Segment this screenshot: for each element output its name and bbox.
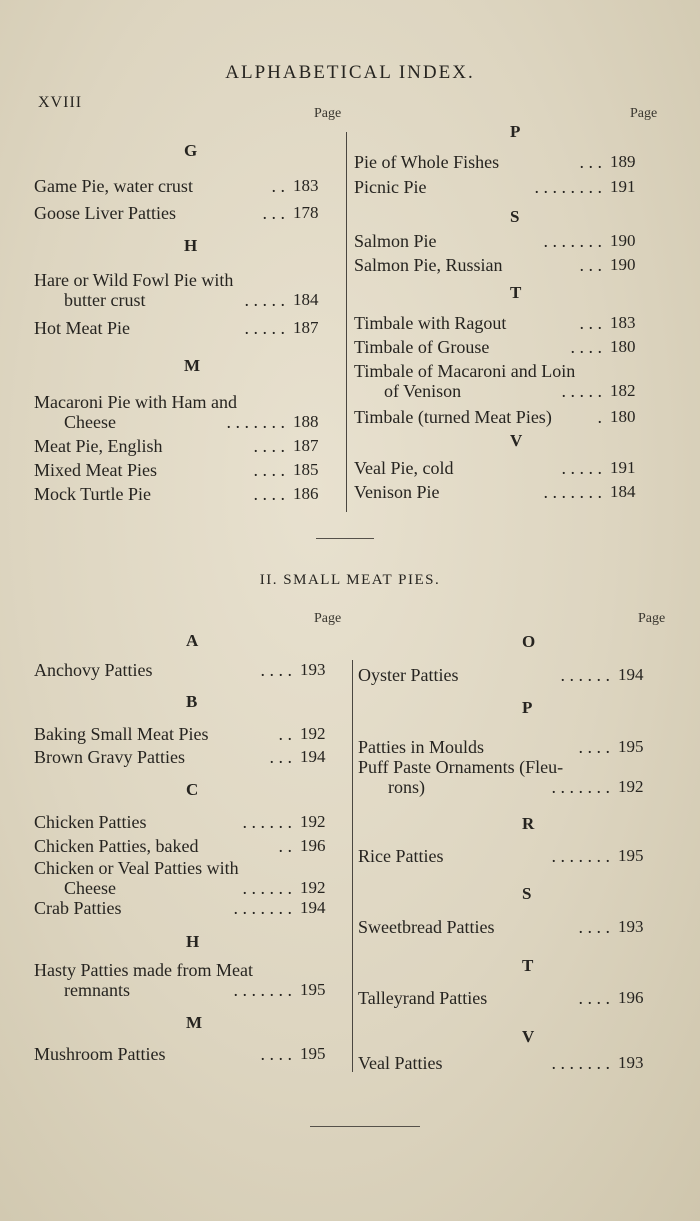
index-page-number: 195 (618, 846, 644, 865)
dot-leader: . . . . (570, 337, 602, 357)
index-entry-text: Timbale of Macaroni and Loin (354, 361, 576, 381)
dot-leader: . . . . . . . (551, 777, 610, 797)
index-entry-text: Veal Pie, cold (354, 458, 454, 478)
index-page-number: 187 (293, 436, 319, 455)
index-entry-text: Pie of Whole Fishes (354, 152, 500, 172)
index-entry-text: Chicken or Veal Patties with (34, 858, 239, 878)
dot-leader: . . . . . . . (551, 1053, 610, 1073)
dot-leader: . . . . . . . (233, 898, 292, 918)
index-entry-text: Brown Gravy Patties (34, 747, 185, 767)
index-entry-text: Chicken Patties, baked (34, 836, 199, 856)
index-entry-continuation: Cheese (64, 412, 116, 432)
dot-leader: . . . . (253, 436, 285, 456)
dot-leader: . . . . . (561, 458, 602, 478)
index-entry-text: Hot Meat Pie (34, 318, 130, 338)
index-letter-heading: V (522, 1027, 535, 1046)
index-page-number: 183 (293, 176, 319, 195)
index-entry-text: Talleyrand Patties (358, 988, 488, 1008)
index-page-number: 191 (610, 177, 636, 196)
index-page-number: 194 (300, 898, 326, 917)
index-entry-text: Timbale with Ragout (354, 313, 507, 333)
index-page-number: 184 (610, 482, 636, 501)
dot-leader: . . . . . (244, 318, 285, 338)
dot-leader: . . (271, 176, 285, 196)
index-page-number: 182 (610, 381, 636, 400)
index-page-number: 183 (610, 313, 636, 332)
index-letter-heading: C (186, 780, 199, 799)
index-entry-text: Sweetbread Patties (358, 917, 495, 937)
dot-leader: . . . . . . (560, 665, 610, 685)
index-letter-heading: P (522, 698, 533, 717)
index-page-number: 185 (293, 460, 319, 479)
dot-leader: . . . . (253, 460, 285, 480)
dot-leader: . . . . . . . (233, 980, 292, 1000)
column-divider (346, 132, 347, 512)
page-column-header-right-2: Page (638, 611, 666, 626)
index-entry-text: Mushroom Patties (34, 1044, 166, 1064)
index-entry-text: Salmon Pie, Russian (354, 255, 503, 275)
index-entry-text: Baking Small Meat Pies (34, 724, 209, 744)
index-page-number: 178 (293, 203, 319, 222)
index-page-number: 194 (300, 747, 326, 766)
index-page-number: 187 (293, 318, 319, 337)
dot-leader: . . . . (260, 1044, 292, 1064)
dot-leader: . . . (579, 152, 602, 172)
index-entry-text: Anchovy Patties (34, 660, 153, 680)
index-page-number: 189 (610, 152, 636, 171)
index-entry-text: Patties in Moulds (358, 737, 485, 757)
index-page-number: 191 (610, 458, 636, 477)
dot-leader: . . . . . . . (543, 231, 602, 251)
index-page-number: 195 (300, 1044, 326, 1063)
dot-leader: . . . . (578, 917, 610, 937)
index-entry-text: Mixed Meat Pies (34, 460, 157, 480)
dot-leader: . . . (579, 313, 602, 333)
page-column-header-right: Page (630, 106, 658, 121)
index-letter-heading: B (186, 692, 198, 711)
index-entry-text: Game Pie, water crust (34, 176, 193, 196)
index-entry-text: Oyster Patties (358, 665, 459, 685)
index-letter-heading: M (186, 1013, 203, 1032)
index-page-number: 195 (618, 737, 644, 756)
dot-leader: . (597, 407, 602, 427)
index-page-number: 193 (618, 917, 644, 936)
index-entry-text: Veal Patties (358, 1053, 443, 1073)
index-entry-text: Hare or Wild Fowl Pie with (34, 270, 234, 290)
dot-leader: . . . . . . (242, 812, 292, 832)
dot-leader: . . . (262, 203, 285, 223)
index-page-number: 193 (300, 660, 326, 679)
index-page-number: 192 (300, 724, 326, 743)
index-entry-text: Chicken Patties (34, 812, 147, 832)
index-letter-heading: R (522, 814, 535, 833)
index-entry-continuation: butter crust (64, 290, 146, 310)
index-letter-heading: P (510, 122, 521, 141)
index-page-number: 190 (610, 231, 636, 250)
section-rule (316, 538, 374, 539)
index-entry-text: Hasty Patties made from Meat (34, 960, 253, 980)
index-page-number: 184 (293, 290, 319, 309)
index-entry-text: Salmon Pie (354, 231, 437, 251)
index-page-number: 192 (300, 878, 326, 897)
dot-leader: . . . . (260, 660, 292, 680)
index-entry-text: Puff Paste Ornaments (Fleu- (358, 757, 564, 777)
index-page-number: 180 (610, 407, 636, 426)
index-page-number: 192 (618, 777, 644, 796)
index-entry-continuation: Cheese (64, 878, 116, 898)
index-entry-continuation: remnants (64, 980, 130, 1000)
index-page-number: 180 (610, 337, 636, 356)
index-entry-text: Goose Liver Patties (34, 203, 176, 223)
index-entry-text: Meat Pie, English (34, 436, 163, 456)
running-title: ALPHABETICAL INDEX. (225, 62, 475, 83)
index-entry-text: Timbale (turned Meat Pies) (354, 407, 552, 427)
index-letter-heading: G (184, 141, 198, 160)
index-letter-heading: O (522, 632, 536, 651)
page-number: XVIII (38, 94, 83, 111)
index-page-number: 195 (300, 980, 326, 999)
dot-leader: . . . (579, 255, 602, 275)
index-page-number: 196 (618, 988, 644, 1007)
index-page-number: 194 (618, 665, 644, 684)
index-entry-text: Rice Patties (358, 846, 444, 866)
dot-leader: . . (278, 836, 292, 856)
dot-leader: . . . . . (561, 381, 602, 401)
closing-rule (310, 1126, 420, 1127)
index-page-number: 188 (293, 412, 319, 431)
index-letter-heading: T (510, 283, 522, 302)
index-entry-text: Mock Turtle Pie (34, 484, 152, 504)
page-column-header-left-2: Page (314, 611, 342, 626)
index-page-number: 190 (610, 255, 636, 274)
index-letter-heading: T (522, 956, 534, 975)
dot-leader: . . . . . . . . (534, 177, 602, 197)
dot-leader: . . . . . . . (226, 412, 285, 432)
dot-leader: . . . . . . (242, 878, 292, 898)
dot-leader: . . . (269, 747, 292, 767)
index-letter-heading: S (522, 884, 532, 903)
dot-leader: . . (278, 724, 292, 744)
dot-leader: . . . . . (244, 290, 285, 310)
index-entry-continuation: of Venison (384, 381, 462, 401)
dot-leader: . . . . . . . (551, 846, 610, 866)
index-page-number: 196 (300, 836, 326, 855)
index-letter-heading: M (184, 356, 201, 375)
dot-leader: . . . . . . . (543, 482, 602, 502)
index-entry-continuation: rons) (388, 777, 425, 797)
dot-leader: . . . . (253, 484, 285, 504)
index-page-number: 192 (300, 812, 326, 831)
index-letter-heading: H (184, 236, 198, 255)
index-entry-text: Venison Pie (354, 482, 440, 502)
page-column-header-left: Page (314, 106, 342, 121)
index-letter-heading: H (186, 932, 200, 951)
index-letter-heading: A (186, 631, 199, 650)
dot-leader: . . . . (578, 988, 610, 1008)
index-letter-heading: S (510, 207, 520, 226)
index-entry-text: Timbale of Grouse (354, 337, 490, 357)
section-title: II. SMALL MEAT PIES. (259, 572, 441, 588)
index-entry-text: Crab Patties (34, 898, 122, 918)
index-entry-text: Picnic Pie (354, 177, 427, 197)
dot-leader: . . . . (578, 737, 610, 757)
column-divider-2 (352, 660, 353, 1072)
index-page-number: 193 (618, 1053, 644, 1072)
index-letter-heading: V (510, 431, 523, 450)
index-page-number: 186 (293, 484, 319, 503)
index-entry-text: Macaroni Pie with Ham and (34, 392, 237, 412)
